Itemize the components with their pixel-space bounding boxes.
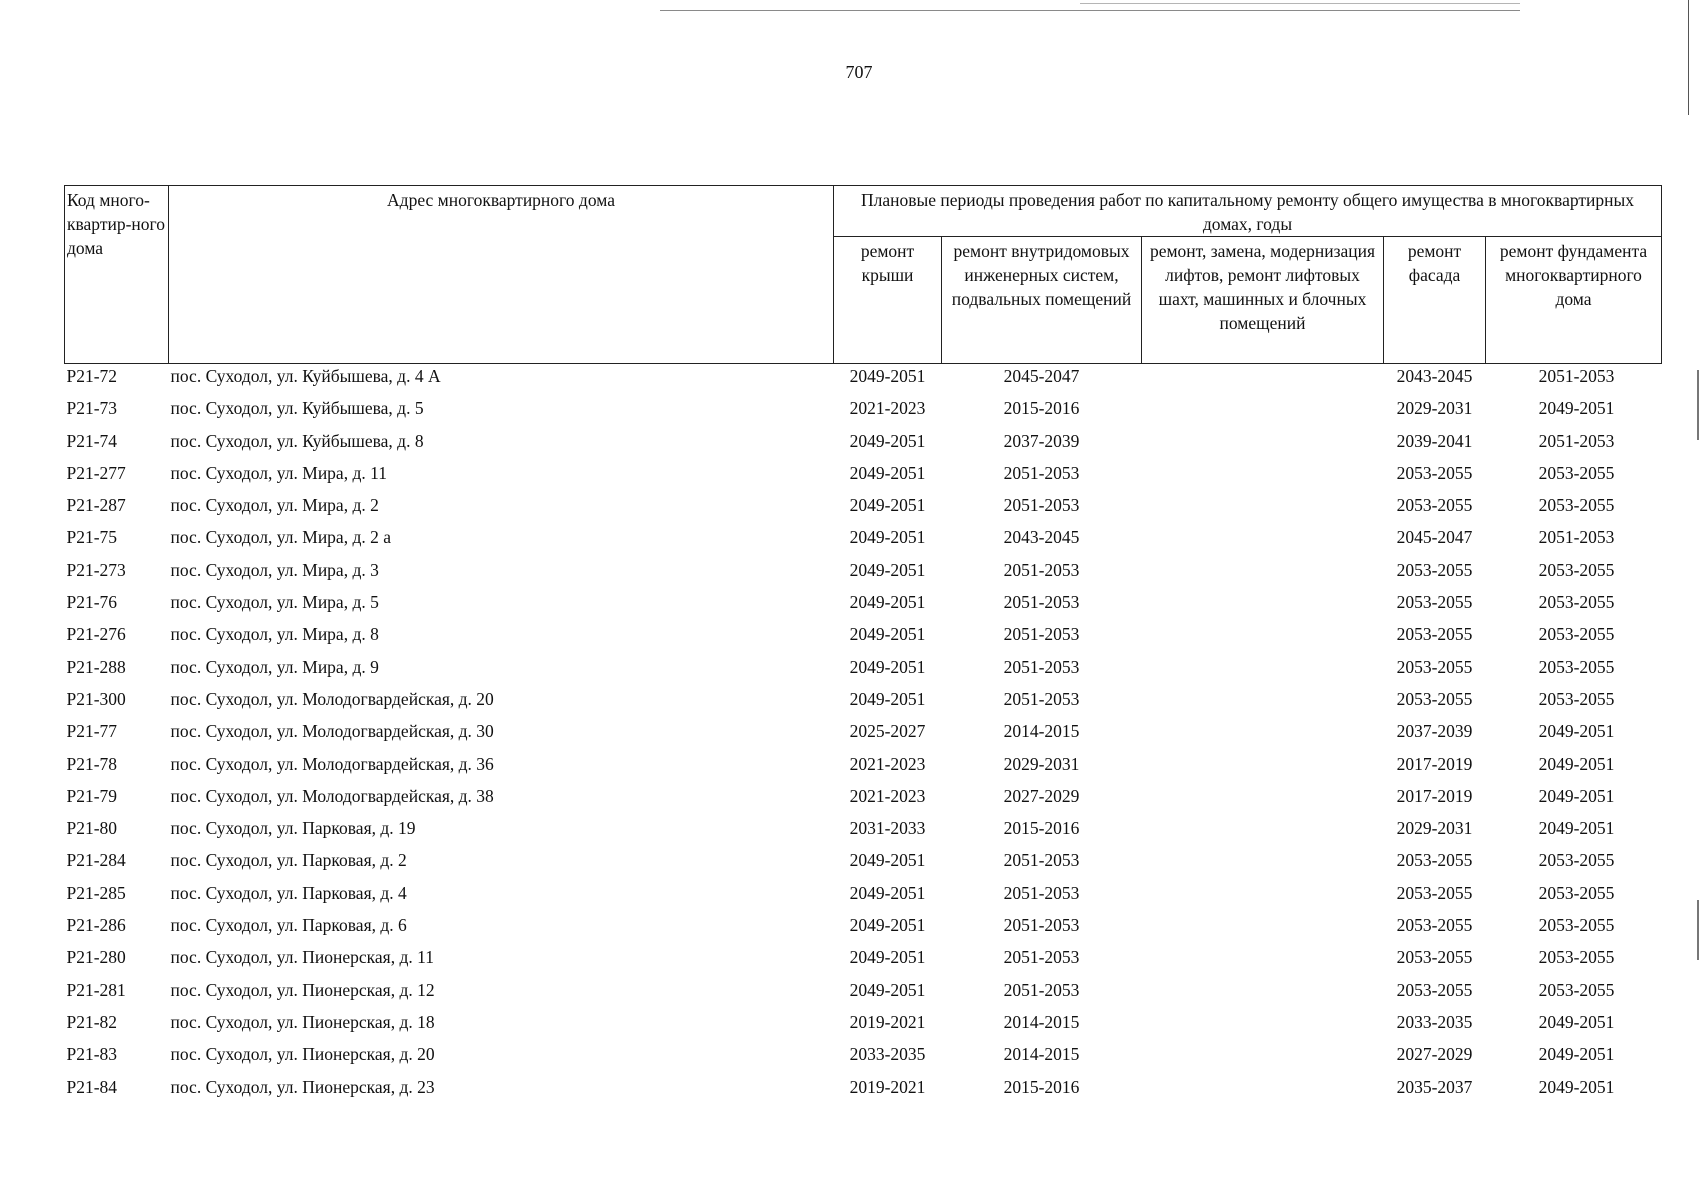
cell-elevators: [1142, 655, 1384, 687]
scan-artifact-line: [1080, 3, 1520, 4]
cell-address: пос. Суходол, ул. Пионерская, д. 12: [170, 979, 435, 1000]
cell-foundation: 2053-2055: [1538, 624, 1615, 645]
cell-foundation: 2053-2055: [1538, 656, 1615, 677]
table-row: [65, 1042, 1662, 1074]
header-roof: ремонт крыши: [834, 237, 942, 364]
cell-elevators: [1142, 978, 1384, 1010]
cell-foundation: 2049-2051: [1538, 1076, 1615, 1097]
cell-address: пос. Суходол, ул. Мира, д. 3: [170, 559, 379, 580]
cell-roof: 2049-2051: [849, 882, 926, 903]
cell-roof: 2049-2051: [849, 624, 926, 645]
cell-code: Р21-76: [66, 592, 118, 613]
cell-foundation: 2051-2053: [1538, 430, 1615, 451]
cell-engineering: 2051-2053: [1003, 979, 1080, 1000]
cell-roof: 2031-2033: [849, 818, 926, 839]
cell-foundation: 2053-2055: [1538, 979, 1615, 1000]
table-row: [65, 848, 1662, 880]
cell-code: Р21-273: [66, 559, 126, 580]
cell-foundation: 2053-2055: [1538, 592, 1615, 613]
cell-foundation: 2053-2055: [1538, 947, 1615, 968]
cell-address: пос. Суходол, ул. Молодогвардейская, д. 36: [170, 753, 494, 774]
cell-engineering: 2027-2029: [1003, 785, 1080, 806]
cell-code: Р21-280: [66, 947, 126, 968]
cell-facade: 2029-2031: [1396, 818, 1473, 839]
cell-facade: 2053-2055: [1396, 624, 1473, 645]
header-periods: Плановые периоды проведения работ по капитальному ремонту общего имущества в многоквартирных домах, годы: [834, 186, 1662, 237]
cell-elevators: [1142, 945, 1384, 977]
cell-elevators: [1142, 396, 1384, 428]
cell-code: Р21-74: [66, 430, 118, 451]
cell-roof: 2049-2051: [849, 366, 926, 386]
cell-foundation: 2053-2055: [1538, 495, 1615, 516]
cell-roof: 2049-2051: [849, 559, 926, 580]
cell-code: Р21-84: [66, 1076, 118, 1097]
cell-address: пос. Суходол, ул. Куйбышева, д. 5: [170, 398, 424, 419]
table-row: [65, 719, 1662, 751]
cell-facade: 2053-2055: [1396, 592, 1473, 613]
cell-address: пос. Суходол, ул. Пионерская, д. 18: [170, 1011, 435, 1032]
cell-facade: 2017-2019: [1396, 753, 1473, 774]
cell-elevators: [1142, 364, 1384, 397]
cell-engineering: 2015-2016: [1003, 1076, 1080, 1097]
cell-engineering: 2043-2045: [1003, 527, 1080, 548]
cell-address: пос. Суходол, ул. Молодогвардейская, д. 30: [170, 721, 494, 742]
cell-address: пос. Суходол, ул. Пионерская, д. 11: [170, 947, 434, 968]
cell-elevators: [1142, 493, 1384, 525]
cell-code: Р21-78: [66, 753, 118, 774]
page-number: 707: [845, 62, 873, 82]
table-row: [65, 558, 1662, 590]
scan-artifact-mark: [1697, 370, 1699, 440]
cell-foundation: 2049-2051: [1538, 1011, 1615, 1032]
header-elevators: ремонт, замена, модернизация лифтов, ремонт лифтовых шахт, машинных и блочных помещений: [1142, 237, 1384, 364]
table-row: [65, 525, 1662, 557]
cell-elevators: [1142, 848, 1384, 880]
cell-engineering: 2051-2053: [1003, 947, 1080, 968]
cell-code: Р21-75: [66, 527, 118, 548]
table-row: [65, 429, 1662, 461]
cell-code: Р21-277: [66, 462, 126, 483]
table-row: [65, 816, 1662, 848]
table-row: [65, 622, 1662, 654]
cell-facade: 2053-2055: [1396, 915, 1473, 936]
cell-address: пос. Суходол, ул. Парковая, д. 19: [170, 818, 416, 839]
cell-facade: 2053-2055: [1396, 656, 1473, 677]
cell-elevators: [1142, 687, 1384, 719]
cell-code: Р21-82: [66, 1011, 118, 1032]
cell-facade: 2053-2055: [1396, 688, 1473, 709]
cell-facade: 2053-2055: [1396, 882, 1473, 903]
cell-foundation: 2051-2053: [1538, 527, 1615, 548]
cell-foundation: 2053-2055: [1538, 559, 1615, 580]
cell-facade: 2053-2055: [1396, 850, 1473, 871]
table-row: [65, 396, 1662, 428]
cell-engineering: 2045-2047: [1003, 366, 1080, 386]
table-row: [65, 461, 1662, 493]
cell-elevators: [1142, 816, 1384, 848]
cell-roof: 2049-2051: [849, 430, 926, 451]
cell-foundation: 2053-2055: [1538, 688, 1615, 709]
cell-code: Р21-284: [66, 850, 126, 871]
cell-facade: 2035-2037: [1396, 1076, 1473, 1097]
cell-elevators: [1142, 913, 1384, 945]
cell-elevators: [1142, 525, 1384, 557]
table-body: [65, 364, 1662, 1107]
cell-engineering: 2015-2016: [1003, 818, 1080, 839]
cell-engineering: 2051-2053: [1003, 559, 1080, 580]
cell-engineering: 2051-2053: [1003, 915, 1080, 936]
table-row: [65, 881, 1662, 913]
cell-roof: 2049-2051: [849, 462, 926, 483]
cell-facade: 2017-2019: [1396, 785, 1473, 806]
cell-facade: 2053-2055: [1396, 462, 1473, 483]
cell-elevators: [1142, 429, 1384, 461]
cell-roof: 2025-2027: [849, 721, 926, 742]
table-row: [65, 687, 1662, 719]
cell-elevators: [1142, 752, 1384, 784]
cell-facade: 2053-2055: [1396, 979, 1473, 1000]
table-row: [65, 752, 1662, 784]
cell-roof: 2049-2051: [849, 688, 926, 709]
cell-facade: 2045-2047: [1396, 527, 1473, 548]
cell-foundation: 2049-2051: [1538, 1044, 1615, 1065]
cell-foundation: 2053-2055: [1538, 915, 1615, 936]
cell-engineering: 2014-2015: [1003, 1044, 1080, 1065]
cell-foundation: 2049-2051: [1538, 398, 1615, 419]
table-row: [65, 945, 1662, 977]
cell-elevators: [1142, 1042, 1384, 1074]
cell-address: пос. Суходол, ул. Мира, д. 2: [170, 495, 379, 516]
cell-roof: 2049-2051: [849, 947, 926, 968]
cell-engineering: 2014-2015: [1003, 1011, 1080, 1032]
cell-address: пос. Суходол, ул. Молодогвардейская, д. 38: [170, 785, 494, 806]
cell-engineering: 2051-2053: [1003, 495, 1080, 516]
cell-elevators: [1142, 1010, 1384, 1042]
cell-roof: 2033-2035: [849, 1044, 926, 1065]
cell-facade: 2037-2039: [1396, 721, 1473, 742]
cell-code: Р21-287: [66, 495, 126, 516]
cell-code: Р21-288: [66, 656, 126, 677]
cell-address: пос. Суходол, ул. Мира, д. 8: [170, 624, 379, 645]
cell-address: пос. Суходол, ул. Куйбышева, д. 8: [170, 430, 424, 451]
table-row: [65, 1075, 1662, 1107]
cell-foundation: 2053-2055: [1538, 850, 1615, 871]
cell-elevators: [1142, 784, 1384, 816]
table-row: [65, 364, 1662, 397]
header-foundation: ремонт фундамента многоквартирного дома: [1486, 237, 1662, 364]
cell-address: пос. Суходол, ул. Куйбышева, д. 4 А: [170, 366, 441, 386]
cell-engineering: 2051-2053: [1003, 624, 1080, 645]
cell-elevators: [1142, 1075, 1384, 1107]
header-address: Адрес многоквартирного дома: [169, 186, 834, 364]
cell-address: пос. Суходол, ул. Мира, д. 5: [170, 592, 379, 613]
cell-roof: 2049-2051: [849, 592, 926, 613]
cell-elevators: [1142, 461, 1384, 493]
cell-engineering: 2051-2053: [1003, 592, 1080, 613]
cell-facade: 2053-2055: [1396, 495, 1473, 516]
cell-elevators: [1142, 622, 1384, 654]
table-row: [65, 913, 1662, 945]
cell-code: Р21-80: [66, 818, 118, 839]
cell-code: Р21-300: [66, 688, 126, 709]
cell-roof: 2049-2051: [849, 527, 926, 548]
cell-code: Р21-73: [66, 398, 118, 419]
cell-engineering: 2037-2039: [1003, 430, 1080, 451]
header-code: Код много-квартир-ного дома: [65, 186, 169, 364]
capital-repair-table: [64, 185, 1662, 1107]
cell-engineering: 2051-2053: [1003, 850, 1080, 871]
cell-roof: 2049-2051: [849, 979, 926, 1000]
cell-roof: 2021-2023: [849, 785, 926, 806]
cell-roof: 2021-2023: [849, 398, 926, 419]
header-engineering: ремонт внутридомовых инженерных систем, подвальных помещений: [942, 237, 1142, 364]
cell-address: пос. Суходол, ул. Пионерская, д. 20: [170, 1044, 435, 1065]
cell-code: Р21-281: [66, 979, 126, 1000]
cell-code: Р21-285: [66, 882, 126, 903]
cell-roof: 2019-2021: [849, 1011, 926, 1032]
cell-facade: 2029-2031: [1396, 398, 1473, 419]
table-row: [65, 493, 1662, 525]
table-row: [65, 655, 1662, 687]
cell-code: Р21-276: [66, 624, 126, 645]
cell-elevators: [1142, 558, 1384, 590]
cell-foundation: 2049-2051: [1538, 753, 1615, 774]
table-row: [65, 590, 1662, 622]
cell-foundation: 2053-2055: [1538, 882, 1615, 903]
scan-artifact-line: [660, 10, 1520, 11]
cell-roof: 2049-2051: [849, 915, 926, 936]
cell-elevators: [1142, 590, 1384, 622]
cell-roof: 2021-2023: [849, 753, 926, 774]
cell-code: Р21-83: [66, 1044, 118, 1065]
scan-artifact-mark: [1697, 900, 1699, 960]
cell-foundation: 2051-2053: [1538, 366, 1615, 386]
cell-code: Р21-79: [66, 785, 118, 806]
cell-foundation: 2049-2051: [1538, 785, 1615, 806]
cell-facade: 2039-2041: [1396, 430, 1473, 451]
cell-address: пос. Суходол, ул. Мира, д. 2 а: [170, 527, 391, 548]
cell-facade: 2053-2055: [1396, 559, 1473, 580]
cell-facade: 2043-2045: [1396, 366, 1473, 386]
table-row: [65, 1010, 1662, 1042]
cell-foundation: 2049-2051: [1538, 818, 1615, 839]
cell-elevators: [1142, 881, 1384, 913]
cell-facade: 2027-2029: [1396, 1044, 1473, 1065]
cell-engineering: 2029-2031: [1003, 753, 1080, 774]
table-row: [65, 978, 1662, 1010]
cell-address: пос. Суходол, ул. Парковая, д. 4: [170, 882, 407, 903]
cell-address: пос. Суходол, ул. Молодогвардейская, д. 20: [170, 688, 494, 709]
cell-engineering: 2051-2053: [1003, 688, 1080, 709]
cell-foundation: 2049-2051: [1538, 721, 1615, 742]
table-row: [65, 784, 1662, 816]
cell-engineering: 2051-2053: [1003, 656, 1080, 677]
cell-address: пос. Суходол, ул. Мира, д. 9: [170, 656, 379, 677]
cell-engineering: 2051-2053: [1003, 462, 1080, 483]
cell-address: пос. Суходол, ул. Парковая, д. 6: [170, 915, 407, 936]
cell-roof: 2049-2051: [849, 495, 926, 516]
cell-code: Р21-77: [66, 721, 118, 742]
cell-engineering: 2051-2053: [1003, 882, 1080, 903]
cell-address: пос. Суходол, ул. Пионерская, д. 23: [170, 1076, 435, 1097]
cell-code: Р21-286: [66, 915, 126, 936]
cell-roof: 2049-2051: [849, 850, 926, 871]
cell-address: пос. Суходол, ул. Мира, д. 11: [170, 462, 387, 483]
cell-foundation: 2053-2055: [1538, 462, 1615, 483]
cell-elevators: [1142, 719, 1384, 751]
cell-code: Р21-72: [66, 366, 118, 386]
cell-address: пос. Суходол, ул. Парковая, д. 2: [170, 850, 407, 871]
scan-artifact-edge: [1688, 0, 1689, 115]
cell-roof: 2019-2021: [849, 1076, 926, 1097]
cell-engineering: 2014-2015: [1003, 721, 1080, 742]
cell-facade: 2033-2035: [1396, 1011, 1473, 1032]
cell-roof: 2049-2051: [849, 656, 926, 677]
header-facade: ремонт фасада: [1384, 237, 1486, 364]
cell-facade: 2053-2055: [1396, 947, 1473, 968]
cell-engineering: 2015-2016: [1003, 398, 1080, 419]
